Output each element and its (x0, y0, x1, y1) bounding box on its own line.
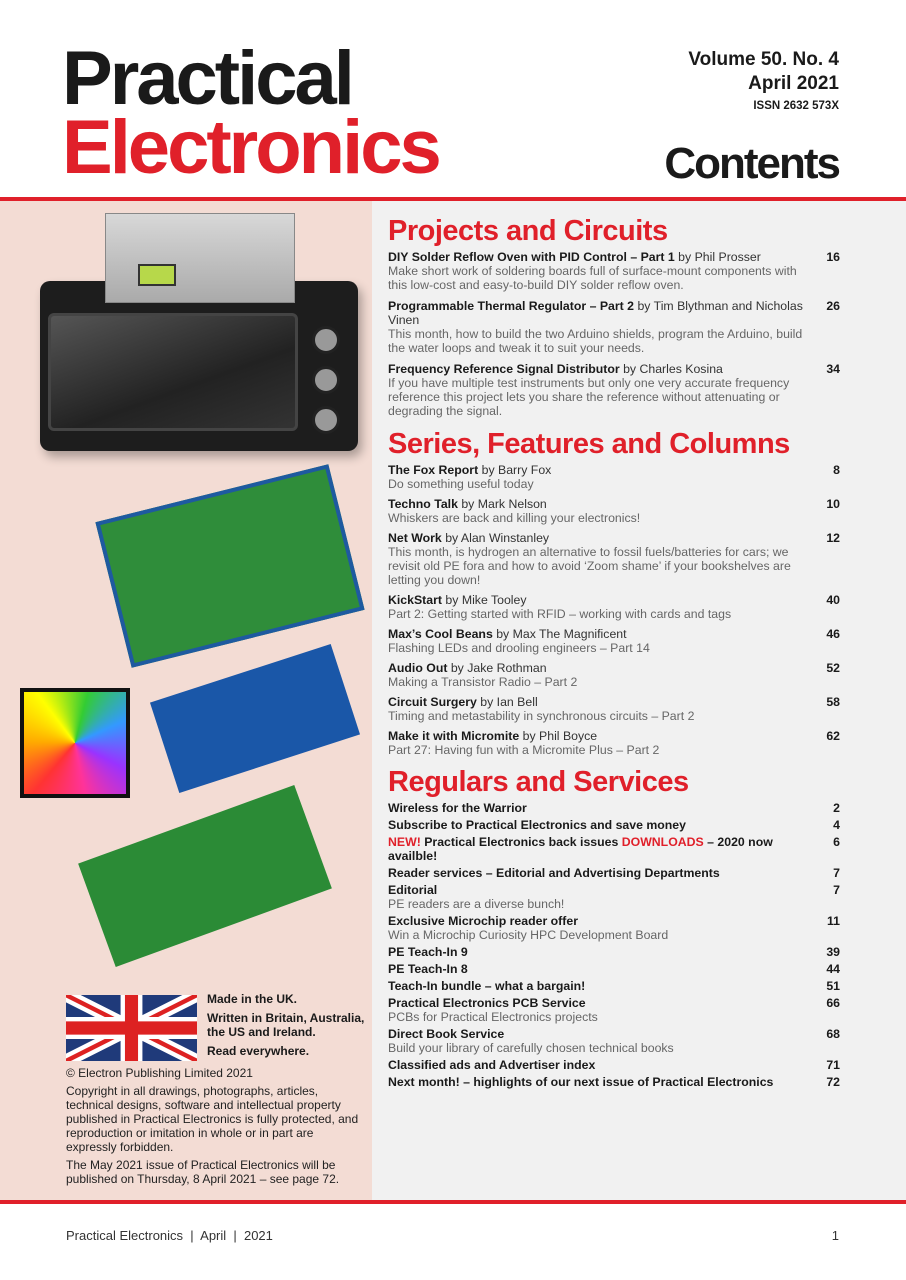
entry-page-number: 2 (833, 801, 840, 815)
volume-number: Volume 50. No. 4 (688, 49, 839, 70)
entry-title: Editorial (388, 883, 438, 897)
entry-title: Techno Talk (388, 497, 458, 511)
entry-title: Circuit Surgery (388, 695, 477, 709)
entry-page-number: 40 (826, 593, 840, 607)
entry-author: by Phil Boyce (522, 729, 598, 743)
entry-page-number: 26 (826, 299, 840, 313)
table-of-contents (388, 214, 840, 1092)
entry-description: Win a Microchip Curiosity HPC Development Board (388, 928, 669, 942)
contents-entry[interactable] (388, 729, 840, 757)
contents-entry[interactable] (388, 497, 840, 525)
entry-description: Make short work of soldering boards full of surface-mount components with this low-cost and easy-to-build DIY solder reflow oven. (388, 264, 797, 292)
entry-author: by Charles Kosina (623, 362, 723, 376)
entry-page-number: 10 (826, 497, 840, 511)
entry-page-number: 34 (826, 362, 840, 376)
entry-description: PE readers are a diverse bunch! (388, 897, 565, 911)
contents-entry[interactable] (388, 593, 840, 621)
entry-title: Make it with Micromite (388, 729, 520, 743)
contents-entry[interactable] (388, 801, 840, 815)
logo-electronics: Electronics (62, 105, 439, 190)
entry-title-part: NEW! (388, 835, 425, 849)
entry-title: Programmable Thermal Regulator – Part 2 (388, 299, 635, 313)
logo-practical: Practical (62, 36, 352, 121)
entry-description: This month, how to build the two Arduino shields, program the Arduino, build the water loops and tweak it to suit your needs. (388, 327, 803, 355)
entry-description: Do something useful today (388, 477, 534, 491)
entry-title: Net Work (388, 531, 442, 545)
entry-page-number: 6 (833, 835, 840, 849)
entry-title: KickStart (388, 593, 442, 607)
entry-title: Subscribe to Practical Electronics and save money (388, 818, 686, 832)
entry-title: Frequency Reference Signal Distributor (388, 362, 620, 376)
entry-description: PCBs for Practical Electronics projects (388, 1010, 598, 1024)
contents-entry[interactable] (388, 661, 840, 689)
entry-page-number: 66 (826, 996, 840, 1010)
entry-page-number: 71 (826, 1058, 840, 1072)
entry-page-number: 68 (826, 1027, 840, 1041)
entry-page-number: 52 (826, 661, 840, 675)
entry-page-number: 62 (826, 729, 840, 743)
entry-page-number: 72 (826, 1075, 840, 1089)
section-projects (388, 214, 840, 425)
entry-title: Max’s Cool Beans (388, 627, 493, 641)
contents-entry[interactable] (388, 299, 840, 355)
entry-page-number: 39 (826, 945, 840, 959)
issue-date: April 2021 (748, 73, 839, 94)
contents-entry[interactable] (388, 362, 840, 418)
entry-title: Reader services – Editorial and Advertising Departments (388, 866, 720, 880)
contents-entry[interactable] (388, 1058, 840, 1072)
entry-page-number: 12 (826, 531, 840, 545)
contents-entry[interactable] (388, 866, 840, 880)
signal-distributor-pcb-photo (78, 785, 332, 967)
section-series (388, 427, 840, 763)
contents-entry[interactable] (388, 914, 840, 942)
entry-author: by Ian Bell (480, 695, 538, 709)
bottom-divider (0, 1200, 906, 1204)
section-title: Projects and Circuits (388, 215, 668, 247)
entry-page-number: 7 (833, 883, 840, 897)
entry-page-number: 8 (833, 463, 840, 477)
entry-page-number: 51 (826, 979, 840, 993)
uk-flag-icon (66, 995, 197, 1061)
entry-description: Build your library of carefully chosen technical books (388, 1041, 674, 1055)
entry-title: Next month! – highlights of our next issue of Practical Electronics (388, 1075, 774, 1089)
entry-page-number: 7 (833, 866, 840, 880)
entry-author: by Barry Fox (481, 463, 552, 477)
section-regulars (388, 765, 840, 1092)
entry-author: by Phil Prosser (678, 250, 761, 264)
entry-title: Wireless for the Warrior (388, 801, 527, 815)
entry-description: Flashing LEDs and drooling engineers – Part 14 (388, 641, 650, 655)
copyright-block (66, 1066, 366, 1190)
page-number: 1 (831, 1228, 839, 1243)
entry-title-part: DOWNLOADS (621, 835, 704, 849)
entry-description: Part 27: Having fun with a Micromite Plus – Part 2 (388, 743, 660, 757)
contents-entry[interactable] (388, 996, 840, 1024)
contents-entry[interactable] (388, 1075, 840, 1089)
written-in: Written in Britain, Australia, the US and Ireland. (207, 1011, 365, 1039)
contents-entry[interactable] (388, 695, 840, 723)
rfid-module-photo (150, 644, 360, 793)
copyright-notice: Copyright in all drawings, photographs, articles, technical designs, software and intellectual property published in Practical Electronics is fully protected, and reproduction or imitation in whole or in part are expressly forbidden. (66, 1084, 359, 1154)
entry-author: by Max The Magnificent (496, 627, 627, 641)
contents-entry[interactable] (388, 627, 840, 655)
entry-title: Teach-In bundle – what a bargain! (388, 979, 586, 993)
copyright-line: © Electron Publishing Limited 2021 (66, 1066, 253, 1080)
arduino-shield-photo (95, 464, 364, 668)
entry-description: Making a Transistor Radio – Part 2 (388, 675, 578, 689)
entry-author: by Mike Tooley (445, 593, 527, 607)
entry-description: This month, is hydrogen an alternative to fossil fuels/batteries for cars; we revisit old PE fora and how to avoid ‘Zoom shame’ if your bookshelves are letting you down! (388, 545, 791, 587)
entry-author: by Jake Rothman (450, 661, 547, 675)
entry-page-number: 4 (833, 818, 840, 832)
entry-title: Direct Book Service (388, 1027, 505, 1041)
entry-page-number: 46 (826, 627, 840, 641)
entry-page-number: 58 (826, 695, 840, 709)
section-title: Regulars and Services (388, 766, 689, 798)
contents-entry[interactable] (388, 250, 840, 292)
entry-description: Timing and metastability in synchronous circuits – Part 2 (388, 709, 695, 723)
entry-description: If you have multiple test instruments but only one very accurate frequency reference this project lets you share the reference without attenuating or degrading the signal. (388, 376, 790, 418)
section-title: Series, Features and Columns (388, 428, 790, 460)
entry-title: Classified ads and Advertiser index (388, 1058, 596, 1072)
entry-title: The Fox Report (388, 463, 479, 477)
next-issue-note: The May 2021 issue of Practical Electronics will be published on Thursday, 8 April 2021 – see page 72. (66, 1158, 340, 1186)
contents-entry[interactable] (388, 979, 840, 993)
led-matrix-photo (20, 688, 130, 798)
entry-title-part: Practical Electronics back issues (424, 835, 622, 849)
page-title: Contents (664, 139, 839, 188)
contents-entry[interactable] (388, 1027, 840, 1055)
entry-title: DIY Solder Reflow Oven with PID Control – Part 1 (388, 250, 675, 264)
read-everywhere: Read everywhere. (207, 1044, 310, 1058)
entry-page-number: 44 (826, 962, 840, 976)
contents-entry[interactable] (388, 945, 840, 959)
reflow-oven-photo (40, 281, 358, 451)
entry-page-number: 16 (826, 250, 840, 264)
origin-notes (207, 992, 367, 1063)
entry-title: PE Teach-In 9 (388, 945, 468, 959)
entry-title: Exclusive Microchip reader offer (388, 914, 578, 928)
contents-entry[interactable] (388, 463, 840, 491)
controller-box-photo (105, 213, 295, 303)
issn: ISSN 2632 573X (753, 100, 839, 112)
contents-entry[interactable] (388, 818, 840, 832)
entry-description: Part 2: Getting started with RFID – working with cards and tags (388, 607, 732, 621)
entry-author: by Mark Nelson (461, 497, 547, 511)
entry-description: Whiskers are back and killing your electronics! (388, 511, 641, 525)
entry-title: Practical Electronics PCB Service (388, 996, 586, 1010)
entry-title: PE Teach-In 8 (388, 962, 468, 976)
contents-entry[interactable] (388, 883, 840, 911)
entry-title: Audio Out (388, 661, 448, 675)
contents-entry[interactable] (388, 531, 840, 587)
entry-author: by Tim Blythman and Nicholas Vinen (388, 299, 803, 327)
entry-title-part: – 2020 now availble! (388, 835, 773, 863)
made-in-uk: Made in the UK. (207, 992, 298, 1006)
entry-page-number: 11 (827, 914, 840, 928)
footer-text: Practical Electronics | April | 2021 (66, 1228, 273, 1243)
contents-entry[interactable] (388, 962, 840, 976)
entry-author: by Alan Winstanley (445, 531, 550, 545)
contents-entry[interactable] (388, 835, 840, 863)
